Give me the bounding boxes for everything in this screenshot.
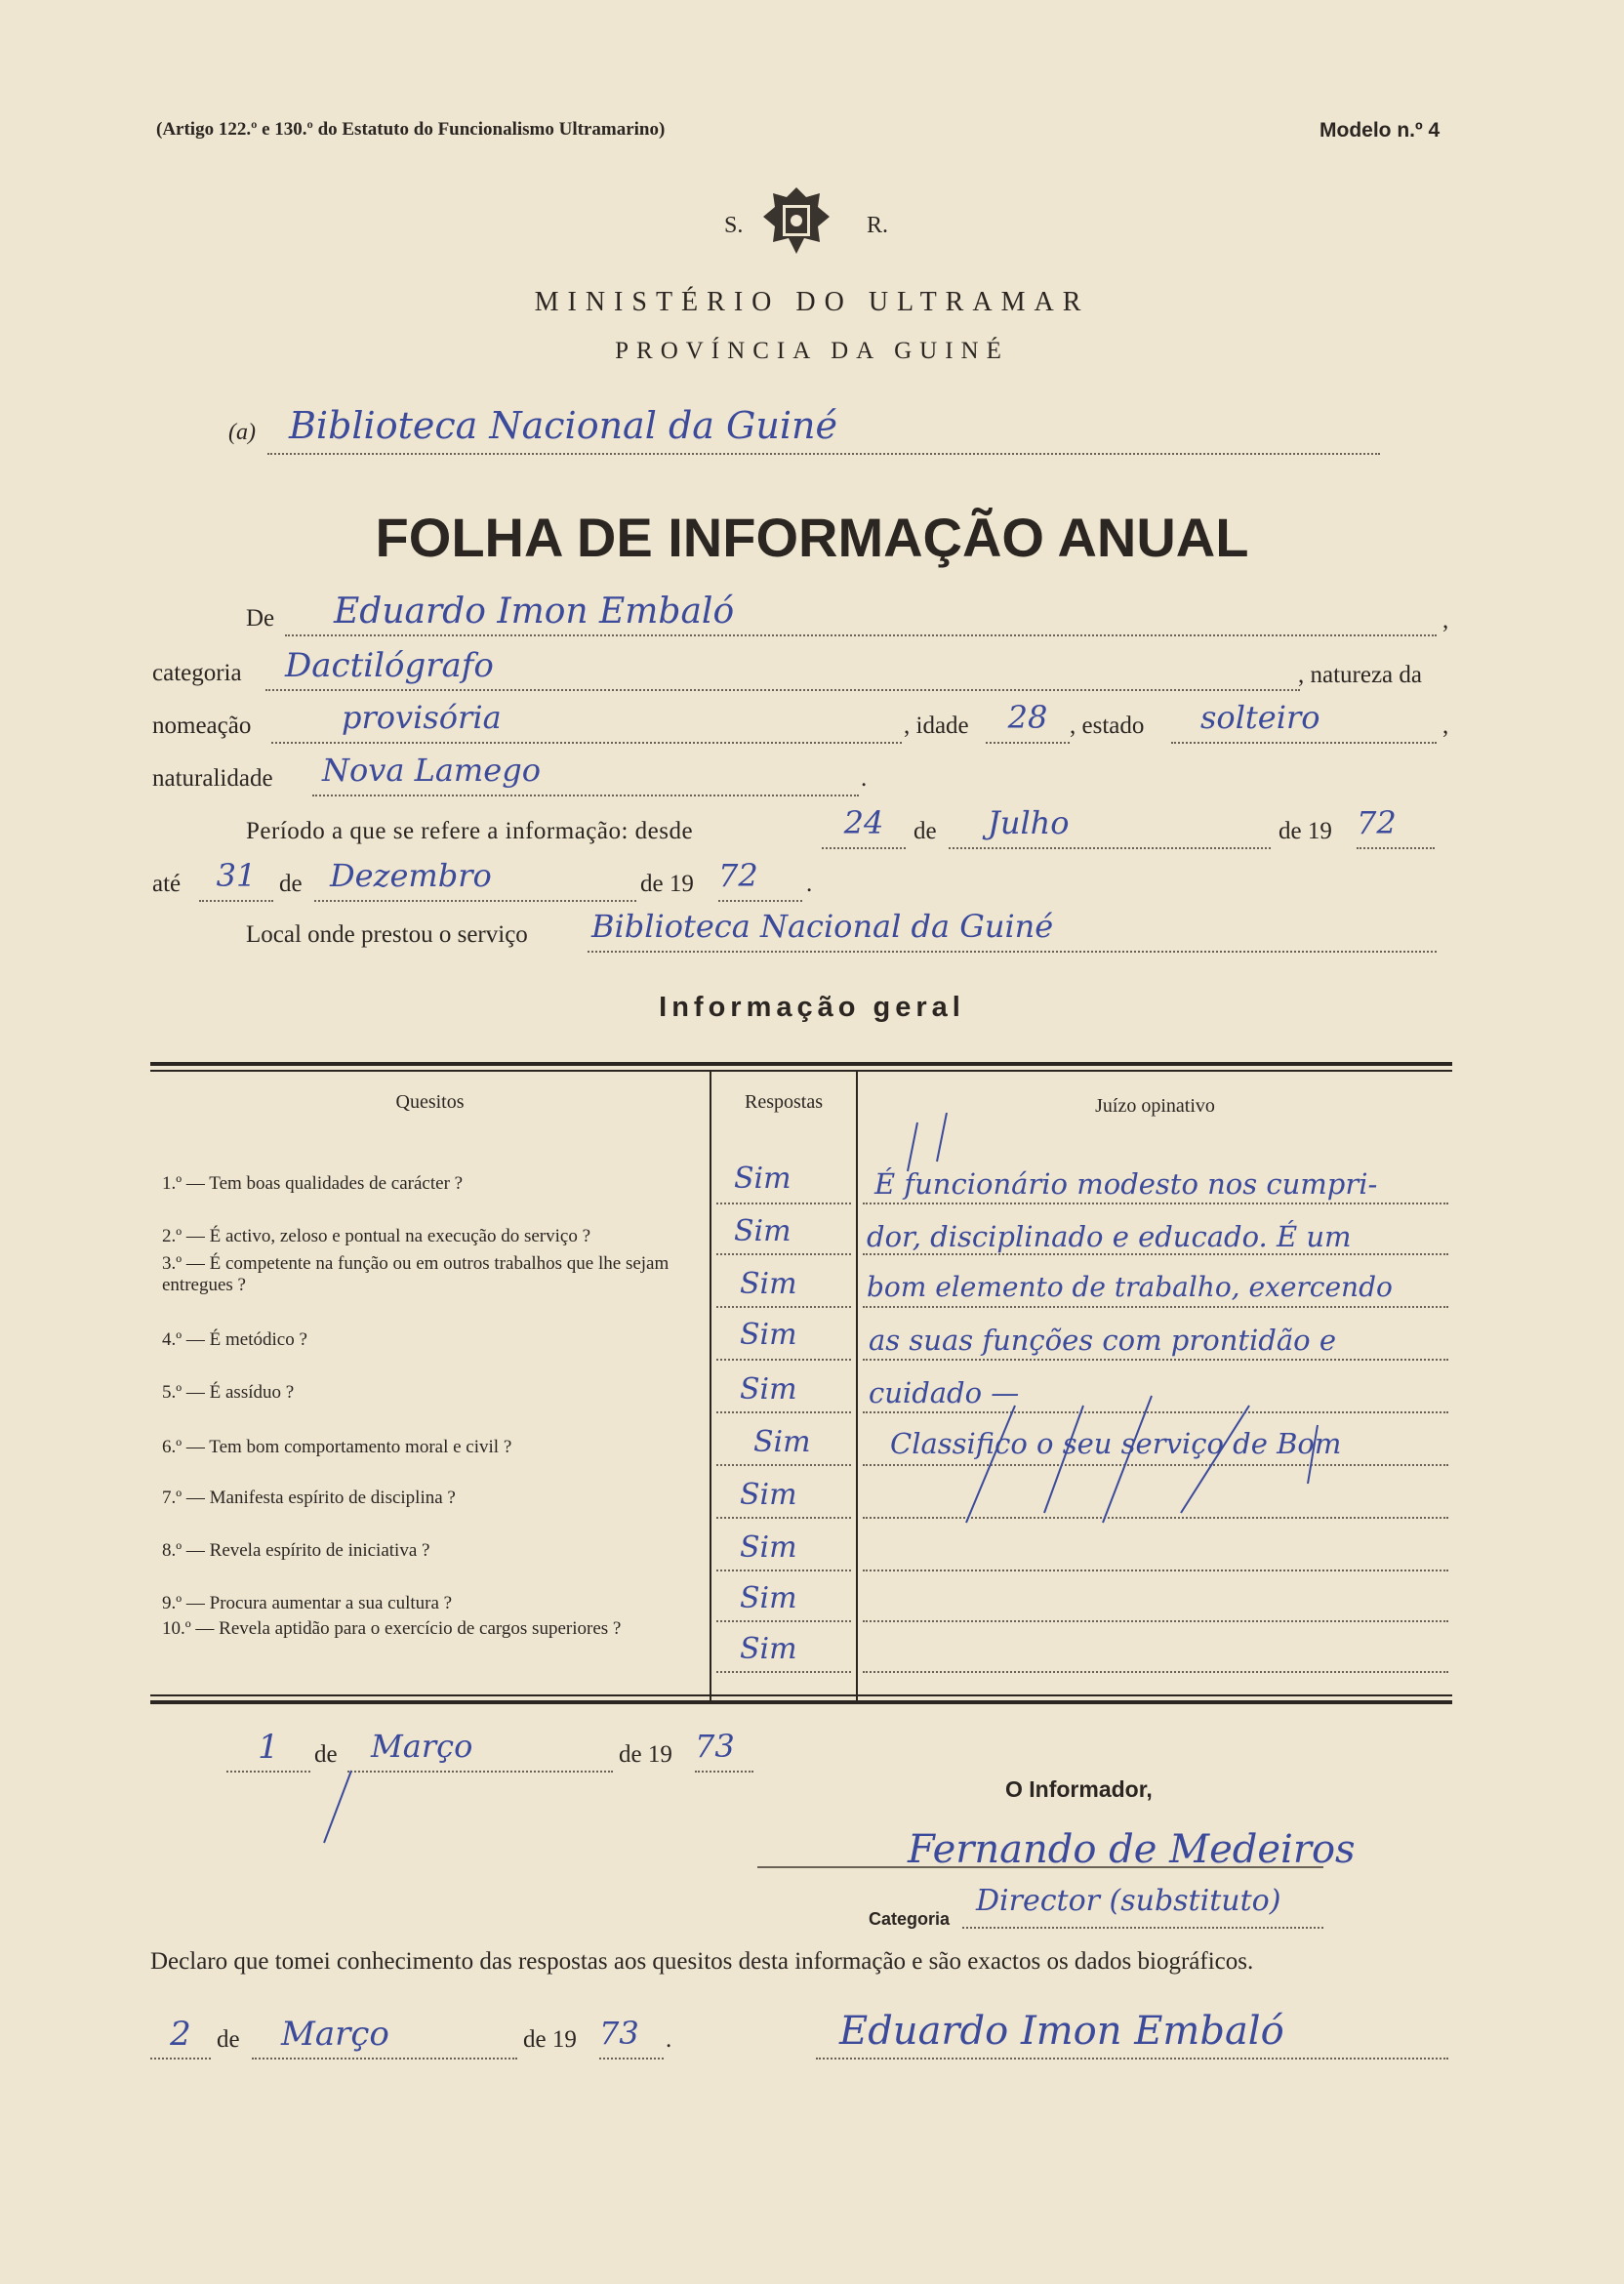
- question-1: 1.º — Tem boas qualidades de carácter ?: [162, 1173, 464, 1194]
- answer-7: Sim: [740, 1478, 797, 1512]
- declared-dia-line: [150, 2015, 211, 2060]
- model-number: Modelo n.º 4: [1320, 119, 1441, 142]
- local-line: [588, 908, 1437, 953]
- estado-label: , estado: [1070, 713, 1145, 739]
- answer-rule: [716, 1359, 851, 1361]
- naturalidade-value: Nova Lamego: [322, 752, 541, 789]
- header-juizo: Juízo opinativo: [1095, 1095, 1215, 1117]
- estado-line: [1171, 699, 1437, 744]
- declared-mes: Março: [281, 2015, 389, 2054]
- declared-dia: 2: [170, 2015, 191, 2054]
- answer-rule: [716, 1517, 851, 1519]
- question-9: 9.º — Procura aumentar a sua cultura ?: [162, 1593, 453, 1613]
- de-label: De: [246, 605, 275, 632]
- informador-label: O Informador,: [1005, 1776, 1153, 1802]
- institution-value: Biblioteca Nacional da Guiné: [289, 404, 837, 447]
- answer-10: Sim: [740, 1632, 797, 1666]
- question-5: 5.º — É assíduo ?: [162, 1382, 295, 1403]
- answer-8: Sim: [740, 1530, 797, 1565]
- nomeacao-value: provisória: [342, 699, 502, 736]
- ate-mes: Dezembro: [330, 857, 492, 894]
- informador-signature: Fernando de Medeiros: [908, 1827, 1356, 1872]
- natureza-label: , natureza da: [1298, 662, 1423, 688]
- declared-mes-line: [252, 2015, 517, 2060]
- desde-ano-label: de 19: [1279, 818, 1332, 844]
- date-ano: 73: [695, 1728, 735, 1765]
- opinion-line-2: dor, disciplinado e educado. É um: [867, 1220, 1352, 1253]
- de-comma: ,: [1442, 607, 1449, 633]
- question-2: 2.º — É activo, zeloso e pontual na execução do serviço ?: [162, 1226, 591, 1246]
- de-value: Eduardo Imon Embaló: [334, 591, 735, 632]
- categoria-value: Dactilógrafo: [285, 646, 494, 685]
- ate-period: .: [806, 871, 813, 897]
- answer-rule: [716, 1203, 851, 1204]
- ate-label: até: [152, 871, 182, 897]
- date-mes: Março: [371, 1728, 473, 1765]
- nomeacao-line: [271, 699, 902, 744]
- local-value: Biblioteca Nacional da Guiné: [591, 908, 1054, 945]
- idade-line: [986, 699, 1070, 744]
- date-mes-line: [347, 1728, 613, 1773]
- de-label-1: de: [914, 818, 937, 844]
- answer-rule: [716, 1671, 851, 1673]
- question-4: 4.º — É metódico ?: [162, 1329, 307, 1350]
- idade-value: 28: [1007, 699, 1048, 736]
- declared-ano: 73: [599, 2015, 639, 2052]
- form-title: FOLHA DE INFORMAÇÃO ANUAL: [375, 507, 1249, 568]
- informador-categoria-line: [962, 1884, 1323, 1929]
- answer-4: Sim: [740, 1318, 797, 1352]
- question-3: 3.º — É competente na função ou em outros trabalhos que lhe sejam entregues ?: [162, 1253, 670, 1295]
- ate-ano-line: [718, 857, 802, 902]
- ate-dia-line: [199, 857, 273, 902]
- estado-comma: ,: [1442, 713, 1449, 739]
- ministry-heading: MINISTÉRIO DO ULTRAMAR: [534, 287, 1090, 317]
- answer-6: Sim: [753, 1425, 811, 1459]
- categoria-label: categoria: [152, 660, 242, 686]
- employee-signature: Eduardo Imon Embaló: [839, 2009, 1284, 2054]
- table-top-rule: [150, 1062, 1452, 1066]
- opinion-rule: [863, 1671, 1448, 1673]
- opinion-line-5: cuidado —: [869, 1376, 1020, 1409]
- ate-dia: 31: [216, 857, 257, 894]
- table-col-divider-2: [856, 1072, 858, 1700]
- opinion-rule: [863, 1570, 1448, 1571]
- desde-mes: Julho: [988, 804, 1070, 841]
- pen-stroke: [312, 1769, 371, 1847]
- opinion-line-3: bom elemento de trabalho, exercendo: [867, 1271, 1393, 1303]
- question-6: 6.º — Tem bom comportamento moral e civil ?: [162, 1437, 512, 1457]
- naturalidade-label: naturalidade: [152, 765, 273, 792]
- date-dia: 1: [258, 1728, 279, 1767]
- emblem-r: R.: [867, 213, 889, 238]
- opinion-line-1: É funcionário modesto nos cumpri-: [874, 1167, 1378, 1201]
- answer-9: Sim: [740, 1581, 797, 1615]
- employee-signature-line: [816, 2009, 1448, 2060]
- answer-rule: [716, 1411, 851, 1413]
- article-reference: (Artigo 122.º e 130.º do Estatuto do Funcionalismo Ultramarino): [156, 119, 666, 140]
- informador-categoria-label: Categoria: [869, 1909, 951, 1929]
- declared-ano-label: de 19: [523, 2026, 577, 2053]
- naturalidade-line: [312, 752, 859, 796]
- declared-ano-line: [599, 2015, 664, 2060]
- answer-1: Sim: [734, 1162, 792, 1196]
- question-7: 7.º — Manifesta espírito de disciplina ?: [162, 1488, 456, 1508]
- answer-3: Sim: [740, 1267, 797, 1301]
- idade-label: , idade: [904, 713, 969, 739]
- strike-strokes: [859, 1113, 1444, 1542]
- opinion-rule: [863, 1620, 1448, 1622]
- opinion-line-4: as suas funções com prontidão e: [869, 1324, 1336, 1357]
- declaration-text: Declaro que tomei conhecimento das respostas aos quesitos desta informação e são exactos os dados biográficos.: [150, 1948, 1254, 1975]
- header-respostas: Respostas: [745, 1091, 823, 1113]
- emblem-s: S.: [724, 213, 744, 238]
- answer-2: Sim: [734, 1214, 792, 1248]
- answer-rule: [716, 1306, 851, 1308]
- answer-rule: [716, 1464, 851, 1466]
- desde-dia: 24: [843, 804, 884, 841]
- answer-5: Sim: [740, 1372, 797, 1407]
- de-line: [285, 591, 1437, 636]
- answer-rule: [716, 1253, 851, 1255]
- question-10: 10.º — Revela aptidão para o exercício de cargos superiores ?: [162, 1618, 622, 1639]
- table-bottom-rule: [150, 1700, 1452, 1704]
- declared-de-label: de: [217, 2026, 240, 2053]
- desde-ano-line: [1357, 804, 1435, 849]
- informador-categoria-value: Director (substituto): [976, 1884, 1281, 1918]
- local-label: Local onde prestou o serviço: [246, 921, 528, 948]
- desde-mes-line: [949, 804, 1271, 849]
- header-quesitos: Quesitos: [395, 1091, 465, 1113]
- date-dia-line: [226, 1728, 310, 1773]
- answer-rule: [716, 1570, 851, 1571]
- ate-mes-line: [314, 857, 636, 902]
- declared-period: .: [666, 2026, 672, 2053]
- nomeacao-label: nomeação: [152, 713, 252, 739]
- ate-ano-label: de 19: [640, 871, 694, 897]
- section-title: Informação geral: [659, 992, 965, 1023]
- table-col-divider-1: [710, 1072, 711, 1700]
- question-8: 8.º — Revela espírito de iniciativa ?: [162, 1540, 430, 1561]
- ate-ano: 72: [718, 857, 758, 894]
- institution-label: (a): [228, 420, 256, 445]
- table-top-rule-thin: [150, 1070, 1452, 1072]
- institution-line: [267, 404, 1380, 455]
- province-heading: PROVÍNCIA DA GUINÉ: [615, 338, 1009, 364]
- desde-dia-line: [822, 804, 906, 849]
- answer-rule: [716, 1620, 851, 1622]
- periodo-label: Período a que se refere a informação: desde: [246, 818, 694, 844]
- estado-value: solteiro: [1200, 699, 1320, 736]
- desde-ano: 72: [1357, 804, 1397, 841]
- table-bottom-rule-thin: [150, 1694, 1452, 1696]
- opinion-line-6: Classifico o seu serviço de Bom: [890, 1427, 1342, 1460]
- coat-of-arms-icon: [759, 184, 833, 258]
- date-de-label: de: [314, 1741, 338, 1768]
- de-label-2: de: [279, 871, 303, 897]
- categoria-line: [265, 646, 1300, 691]
- date-ano-line: [695, 1728, 753, 1773]
- naturalidade-period: .: [861, 765, 868, 792]
- date-ano-label: de 19: [619, 1741, 672, 1768]
